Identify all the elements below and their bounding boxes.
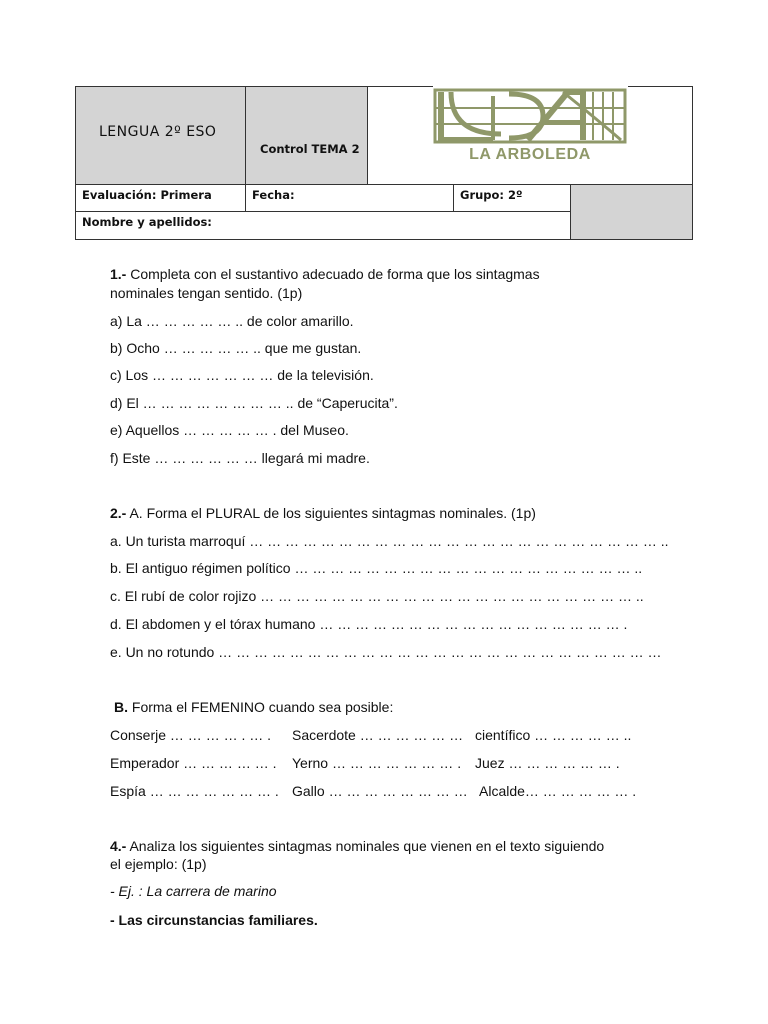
q1-item-b[interactable]: b) Ocho … … … … … .. que me gustan. — [110, 340, 362, 356]
logo-text: LA ARBOLEDA — [469, 146, 591, 163]
qb-row1-col2[interactable]: Sacerdote … … … … … … — [292, 727, 464, 743]
q1-item-d[interactable]: d) El … … … … … … … … .. de “Caperucita”. — [110, 395, 398, 411]
q1-prompt-line1 — [110, 266, 540, 282]
qb-row1-col1[interactable]: Conserje … … … … . … . — [110, 727, 272, 743]
q2-item-d[interactable]: d. El abdomen y el tórax humano … … … … … … … … … … … … … … … … … . — [110, 616, 628, 632]
q4-text1: Analiza los siguientes sintagmas nominales que vienen en el texto siguiendo — [126, 838, 605, 854]
q2-item-a[interactable]: a. Un turista marroquí … … … … … … … … … … … … … … … … … … … … … … … .. — [110, 533, 669, 549]
q4-number: 4.- — [110, 838, 127, 854]
q4-example: - Ej. : La carrera de marino — [110, 883, 277, 899]
qb-prompt — [114, 699, 393, 715]
evaluation-label: Evaluación: Primera — [82, 188, 212, 202]
name-label: Nombre y apellidos: — [82, 215, 212, 229]
q1-text1: Completa con el sustantivo adecuado de forma que los sintagmas — [126, 266, 540, 282]
qb-row3-col3[interactable]: Alcalde… … … … … … . — [479, 783, 637, 799]
control-title: Control TEMA 2 — [260, 142, 360, 156]
q2-item-b[interactable]: b. El antiguo régimen político … … … … … … … … … … … … … … … … … … … .. — [110, 560, 643, 576]
q2-item-e[interactable]: e. Un no rotundo … … … … … … … … … … … … … … … … … … … … … … … … … — [110, 644, 662, 660]
q1-item-a[interactable]: a) La … … … … … .. de color amarillo. — [110, 313, 354, 329]
qb-row3-col1[interactable]: Espía … … … … … … … . — [110, 783, 279, 799]
q2-item-c[interactable]: c. El rubí de color rojizo … … … … … … … … … … … … … … … … … … … … … .. — [110, 588, 644, 604]
q4-prompt-line1 — [110, 838, 604, 854]
qb-row2-col3[interactable]: Juez … … … … … … . — [475, 755, 620, 771]
q1-prompt-line2: nominales tengan sentido. (1p) — [110, 285, 303, 301]
q2-prompt — [110, 505, 536, 521]
q2-text: A. Forma el PLURAL de los siguientes sintagmas nominales. (1p) — [126, 505, 536, 521]
qb-row2-col2[interactable]: Yerno … … … … … … … . — [292, 755, 462, 771]
date-label: Fecha: — [252, 188, 295, 202]
q1-item-f[interactable]: f) Este … … … … … … llegará mi madre. — [110, 450, 370, 466]
qb-row1-col3[interactable]: científico … … … … … .. — [475, 727, 632, 743]
q1-item-e[interactable]: e) Aquellos … … … … … . del Museo. — [110, 422, 349, 438]
qb-row3-col2[interactable]: Gallo … … … … … … … … — [292, 783, 468, 799]
q1-item-c[interactable]: c) Los … … … … … … … de la televisión. — [110, 367, 374, 383]
q4-item: - Las circunstancias familiares. — [110, 912, 318, 928]
group-label: Grupo: 2º — [460, 188, 523, 202]
qb-text: Forma el FEMENINO cuando sea posible: — [128, 699, 394, 715]
q1-number: 1.- — [110, 266, 127, 282]
q4-prompt-line2: el ejemplo: (1p) — [110, 856, 207, 872]
subject-title: LENGUA 2º ESO — [99, 124, 217, 140]
qb-letter: B. — [114, 699, 128, 715]
q2-number: 2.- — [110, 505, 127, 521]
qb-row2-col1[interactable]: Emperador … … … … … . — [110, 755, 277, 771]
